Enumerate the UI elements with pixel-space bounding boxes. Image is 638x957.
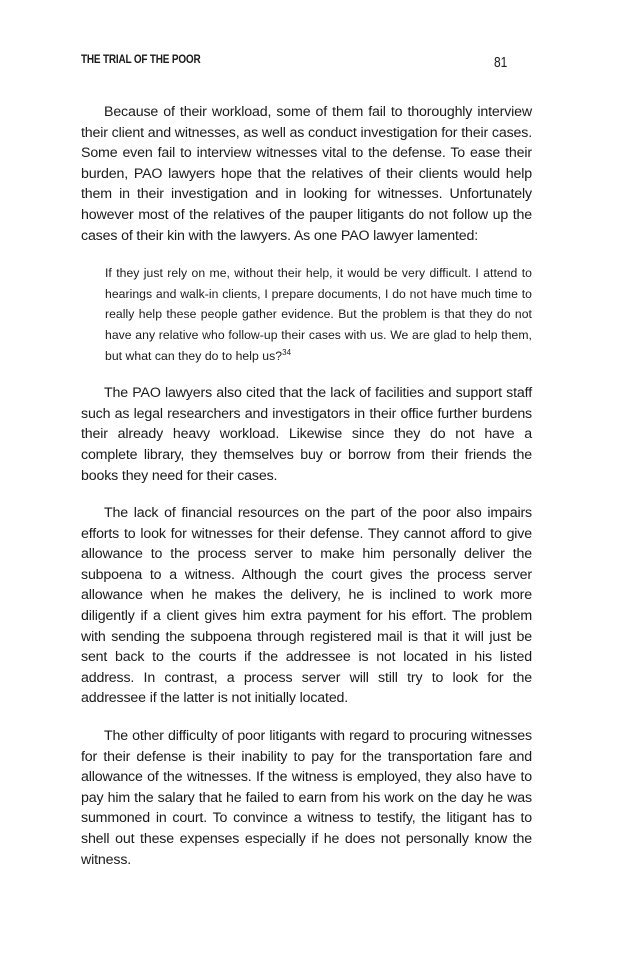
paragraph-facilities: The PAO lawyers also cited that the lack of facilities and support staff such as legal researchers and investigators in their office further burdens their already heavy workload. Likewise since they do not have a complete library, they themselves buy or borrow from their friends the books they need for their cases. xyxy=(81,385,532,484)
paragraph-witness-expenses: The other difficulty of poor litigants with regard to procuring witnesses for their defense is their inability to pay for the transportation fare and allowance of the witnesses. If the witness is employed, they also have to pay him the salary that he failed to earn from his work on the day he was summoned in court. To convince a witness to testify, the litigant has to shell out these expenses especially if he does not personally know the witness. xyxy=(81,728,532,868)
page-number: 81 xyxy=(494,54,508,71)
footnote-marker: 34 xyxy=(282,347,292,357)
paragraph-workload: Because of their workload, some of them fail to thoroughly interview their client and witnesses, as well as conduct investigation for their cases. Some even fail to interview witnesses vital to the defense. To ease their burden, PAO lawyers hope that the relatives of their clients would help them in their investigation and in looking for witnesses. Unfortunately however most of the relatives of the pauper litigants do not follow up the cases of their kin with the lawyers. As one PAO lawyer lamented: xyxy=(81,104,532,244)
block-quote xyxy=(105,263,532,366)
running-header: THE TRIAL OF THE POOR xyxy=(81,54,201,67)
body-text xyxy=(81,102,532,887)
quote-text: If they just rely on me, without their help, it would be very difficult. I attend to hearings and walk-in clients, I prepare documents, I do not have much time to really help these people gather evidence. But the problem is that they do not have any relative who follow-up their cases with us. We are glad to help them, but what can they do to help us? xyxy=(105,266,532,363)
paragraph-financial-resources: The lack of financial resources on the part of the poor also impairs efforts to look for witnesses for their defense. They cannot afford to give allowance to the process server to make him personally deliver the subpoena to a witness. Although the court gives the process server allowance when he makes the delivery, he is inclined to work more diligently if a client gives him extra payment for his effort. The problem with sending the subpoena through registered mail is that it will just be sent back to the courts if the addressee is not located in his listed address. In contrast, a process server will still try to look for the addressee if the latter is not initially located. xyxy=(81,505,532,707)
